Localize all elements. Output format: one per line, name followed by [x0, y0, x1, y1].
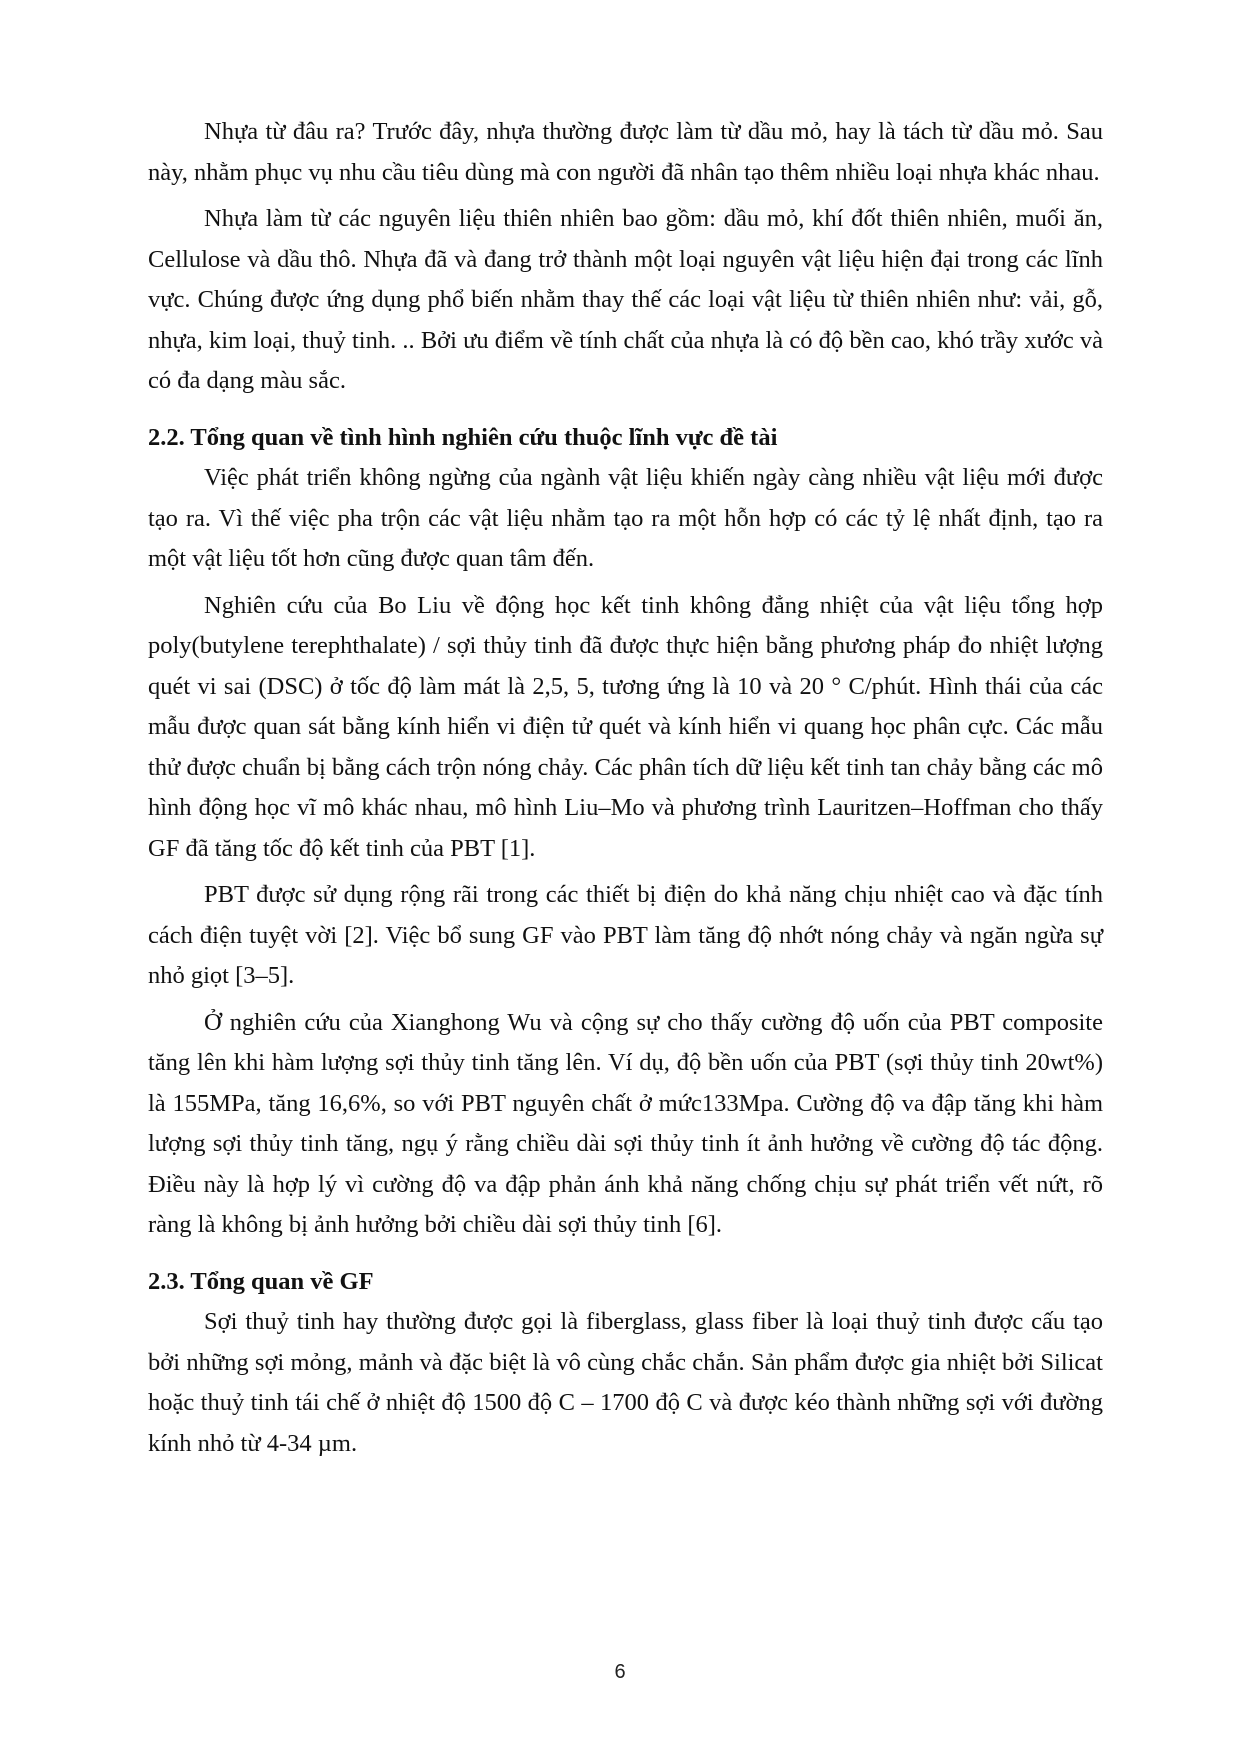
section-2-3-paragraph-1: Sợi thuỷ tinh hay thường được gọi là fiberglass, glass fiber là loại thuỷ tinh được cấu tạo bởi những sợi mỏng, mảnh và đặc biệt là vô cùng chắc chắn. Sản phẩm được gia nhiệt bởi Silicat hoặc thuỷ tinh tái chế ở nhiệt độ 1500 độ C – 1700 độ C và được kéo thành những sợi với đường kính nhỏ từ 4-34 µm.: [148, 1308, 1103, 1457]
section-2-2-paragraph-1: Việc phát triển không ngừng của ngành vật liệu khiến ngày càng nhiều vật liệu mới được tạo ra. Vì thế việc pha trộn các vật liệu nhằm tạo ra một hỗn hợp có các tỷ lệ nhất định, tạo ra một vật liệu tốt hơn cũng được quan tâm đến.: [148, 464, 1103, 572]
section-2-2-heading: 2.2. Tổng quan về tình hình nghiên cứu thuộc lĩnh vực đề tài: [148, 423, 778, 451]
section-2-2-paragraph-3: PBT được sử dụng rộng rãi trong các thiết bị điện do khả năng chịu nhiệt cao và đặc tính cách điện tuyệt vời [2]. Việc bổ sung GF vào PBT làm tăng độ nhớt nóng chảy và ngăn ngừa sự nhỏ giọt [3–5].: [148, 881, 1103, 989]
section-2-3-heading: 2.3. Tổng quan về GF: [148, 1267, 374, 1295]
page-content: [148, 112, 1103, 1470]
page-number: 6: [614, 1661, 626, 1683]
intro-paragraph-1: Nhựa từ đâu ra? Trước đây, nhựa thường được làm từ dầu mỏ, hay là tách từ dầu mỏ. Sau này, nhằm phục vụ nhu cầu tiêu dùng mà con người đã nhân tạo thêm nhiều loại nhựa khác nhau.: [148, 118, 1103, 186]
section-2-2-paragraph-4: Ở nghiên cứu của Xianghong Wu và cộng sự cho thấy cường độ uốn của PBT composite tăng lên khi hàm lượng sợi thủy tinh tăng lên. Ví dụ, độ bền uốn của PBT (sợi thủy tinh 20wt%) là 155MPa, tăng 16,6%, so với PBT nguyên chất ở mức133Mpa. Cường độ va đập tăng khi hàm lượng sợi thủy tinh tăng, ngụ ý rằng chiều dài sợi thủy tinh ít ảnh hưởng về cường độ tác động. Điều này là hợp lý vì cường độ va đập phản ánh khả năng chống chịu sự phát triển vết nứt, rõ ràng là không bị ảnh hưởng bởi chiều dài sợi thủy tinh [6].: [148, 1008, 1103, 1238]
section-2-2-paragraph-2: Nghiên cứu của Bo Liu về động học kết tinh không đẳng nhiệt của vật liệu tổng hợp poly(butylene terephthalate) / sợi thủy tinh đã được thực hiện bằng phương pháp đo nhiệt lượng quét vi sai (DSC) ở tốc độ làm mát là 2,5, 5, tương ứng là 10 và 20 ° C/phút. Hình thái của các mẫu được quan sát bằng kính hiển vi điện tử quét và kính hiển vi quang học phân cực. Các mẫu thử được chuẩn bị bằng cách trộn nóng chảy. Các phân tích dữ liệu kết tinh tan chảy bằng các mô hình động học vĩ mô khác nhau, mô hình Liu–Mo và phương trình Lauritzen–Hoffman cho thấy GF đã tăng tốc độ kết tinh của PBT [1].: [148, 591, 1103, 862]
intro-paragraph-2: Nhựa làm từ các nguyên liệu thiên nhiên bao gồm: dầu mỏ, khí đốt thiên nhiên, muối ăn, Cellulose và dầu thô. Nhựa đã và đang trở thành một loại nguyên vật liệu hiện đại trong các lĩnh vực. Chúng được ứng dụng phổ biến nhằm thay thế các loại vật liệu từ thiên nhiên như: vải, gỗ, nhựa, kim loại, thuỷ tinh. .. Bởi ưu điểm về tính chất của nhựa là có độ bền cao, khó trầy xước và có đa dạng màu sắc.: [148, 205, 1103, 394]
